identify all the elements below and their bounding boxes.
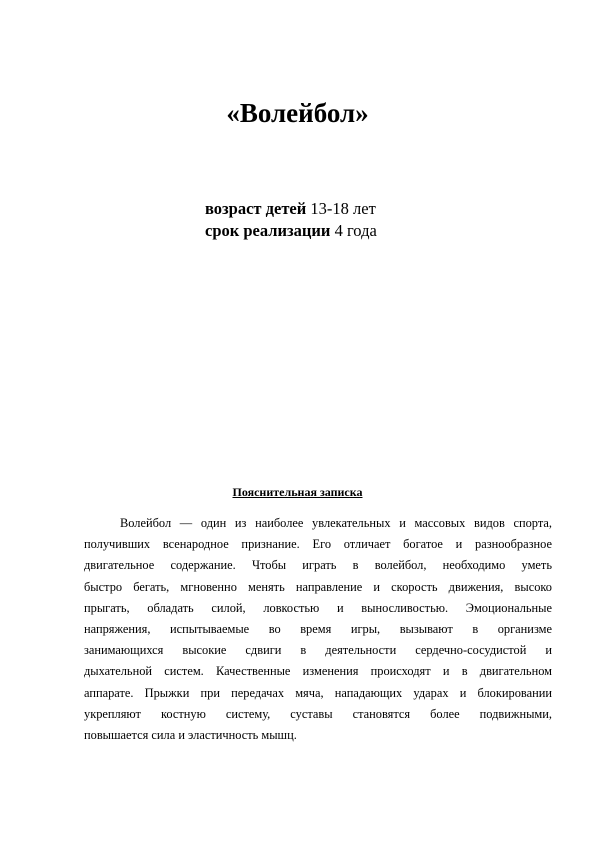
paragraph-line: укрепляют костную систему, суставы становятся более подвижными, bbox=[84, 706, 552, 721]
section-heading: Пояснительная записка bbox=[232, 485, 363, 499]
age-line bbox=[205, 198, 377, 220]
paragraph-line: аппарате. Прыжки при передачах мяча, нападающих ударах и блокировании bbox=[84, 685, 552, 700]
paragraph-line: двигательное содержание. Чтобы играть в волейбол, необходимо уметь bbox=[84, 558, 552, 573]
term-value: 4 года bbox=[334, 221, 377, 240]
age-value: 13-18 лет bbox=[310, 199, 376, 218]
paragraph-line: быстро бегать, мгновенно менять направление и скорость движения, высоко bbox=[84, 579, 552, 594]
paragraph-line: Волейбол — один из наиболее увлекательных и массовых видов спорта, bbox=[120, 516, 552, 530]
paragraph-line: получивших всенародное признание. Его отличает богатое и разнообразное bbox=[84, 537, 552, 552]
explanatory-paragraph bbox=[84, 513, 552, 746]
term-line bbox=[205, 220, 377, 242]
paragraph-line: занимающихся высокие сдвиги в деятельности сердечно-сосудистой и bbox=[84, 643, 552, 658]
paragraph-line: прыгать, обладать силой, ловкостью и выносливостью. Эмоциональные bbox=[84, 600, 552, 615]
term-label: срок реализации bbox=[205, 221, 331, 240]
paragraph-line: повышается сила и эластичность мышц. bbox=[84, 727, 297, 742]
age-label: возраст детей bbox=[205, 199, 307, 218]
program-meta bbox=[205, 198, 377, 242]
document-title: «Волейбол» bbox=[226, 98, 369, 128]
paragraph-line: дыхательной систем. Качественные изменения происходят и в двигательном bbox=[84, 664, 552, 679]
paragraph-line: напряжения, испытываемые во время игры, вызывают в организме bbox=[84, 621, 552, 636]
